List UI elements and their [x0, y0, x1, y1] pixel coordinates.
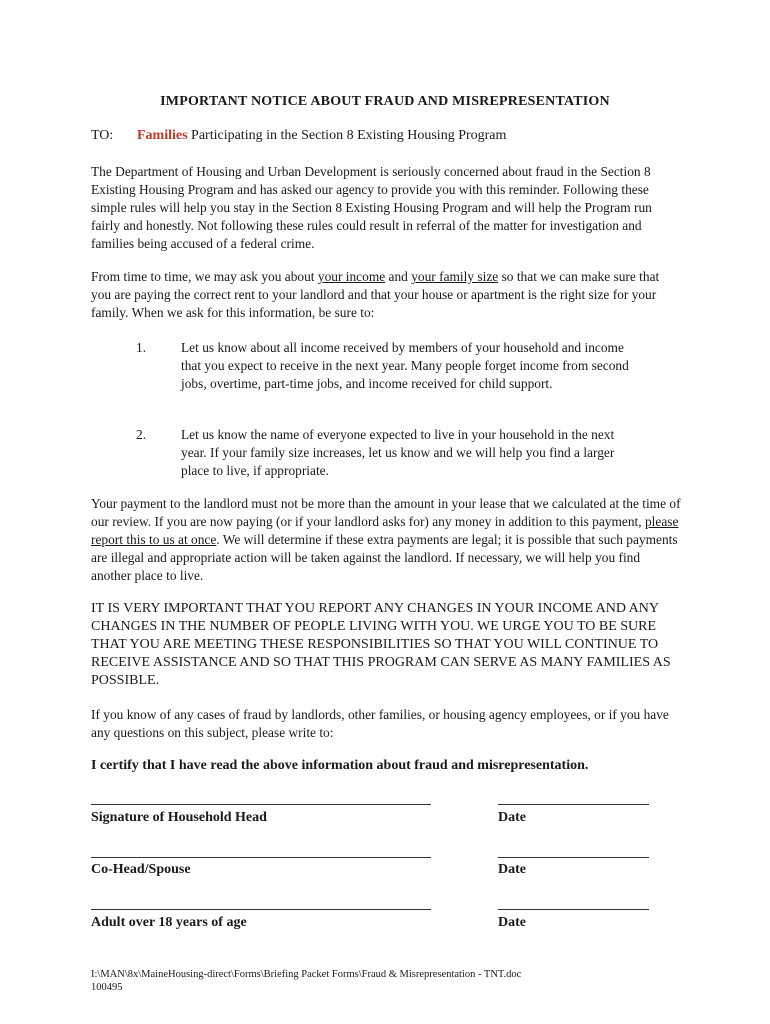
signature-line[interactable]	[91, 857, 431, 858]
list-number: 1.	[136, 340, 147, 355]
signature-label: Co-Head/Spouse	[91, 862, 191, 877]
to-line	[91, 128, 506, 144]
date-line[interactable]	[498, 909, 649, 910]
signature-label: Adult over 18 years of age	[91, 915, 247, 930]
paragraph-important-caps: IT IS VERY IMPORTANT THAT YOU REPORT ANY CHANGES IN YOUR INCOME AND ANY CHANGES IN THE NUMBER OF PEOPLE LIVING WITH YOU. WE URGE YOU TO BE SURE THAT YOU ARE MEETING THESE RESPONSIBILITIES SO THAT YOU WILL CONTINUE TO RECEIVE ASSISTANCE AND SO THAT THIS PROGRAM CAN SERVE AS MANY FAMILIES AS POSSIBLE.	[91, 601, 671, 688]
signature-line[interactable]	[91, 909, 431, 910]
paragraph-landlord-payment: Your payment to the landlord must not be more than the amount in your lease that we calculated at the time of our review. If you are now paying (or if your landlord asks for) any money in addition to this payment, please report this to us at once. We will determine if these extra payments are legal; it is possible that such payments are illegal and appropriate action will be taken against the landlord. If necessary, we will help you find another place to live.	[91, 496, 681, 583]
paragraph-hud-concern: The Department of Housing and Urban Development is seriously concerned about fraud in the Section 8 Existing Housing Program and has asked our agency to provide you with this reminder. Following these simple rules will help you stay in the Section 8 Existing Housing Program and will help the Program run fairly and honestly. Not following these rules could result in referral of the matter for investigation and families being accused of a federal crime.	[91, 164, 652, 251]
date-line[interactable]	[498, 857, 649, 858]
certification-statement: I certify that I have read the above information about fraud and misrepresentation.	[91, 758, 589, 773]
underline-your-family-size: your family size	[411, 269, 499, 284]
date-label: Date	[498, 862, 526, 877]
signature-label: Signature of Household Head	[91, 810, 267, 825]
to-label: TO:	[91, 128, 114, 143]
footer	[91, 968, 521, 994]
date-line[interactable]	[498, 804, 649, 805]
date-label: Date	[498, 915, 526, 930]
footer-file-path: I:\MAN\8x\MaineHousing-direct\Forms\Briefing Packet Forms\Fraud & Misrepresentation - TNT.doc	[91, 969, 522, 980]
document-title: IMPORTANT NOTICE ABOUT FRAUD AND MISREPRESENTATION	[160, 94, 610, 109]
date-label: Date	[498, 810, 526, 825]
list-number: 2.	[136, 427, 147, 442]
list-text: Let us know the name of everyone expected to live in your household in the next year. If your family size increases, let us know and we will help you find a larger place to live, if appropriate.	[181, 427, 615, 478]
paragraph-income-family-size: From time to time, we may ask you about your income and your family size so that we can make sure that you are paying the correct rent to your landlord and that your house or apartment is the right size for your family. When we ask for this information, be sure to:	[91, 269, 660, 320]
to-recipients: Participating in the Section 8 Existing Housing Program	[187, 128, 507, 143]
list-text: Let us know about all income received by members of your household and income that you expect to receive in the next year. Many people forget income from second jobs, overtime, part-time jobs, and income received for child support.	[181, 340, 629, 391]
paragraph-report-fraud: If you know of any cases of fraud by landlords, other families, or housing agency employees, or if you have any questions on this subject, please write to:	[91, 707, 669, 740]
footer-code: 100495	[91, 982, 123, 993]
to-families: Families	[137, 128, 188, 143]
underline-report-at-once: please report this to us at once	[91, 514, 679, 547]
underline-your-income: your income	[317, 269, 386, 284]
signature-line[interactable]	[91, 804, 431, 805]
